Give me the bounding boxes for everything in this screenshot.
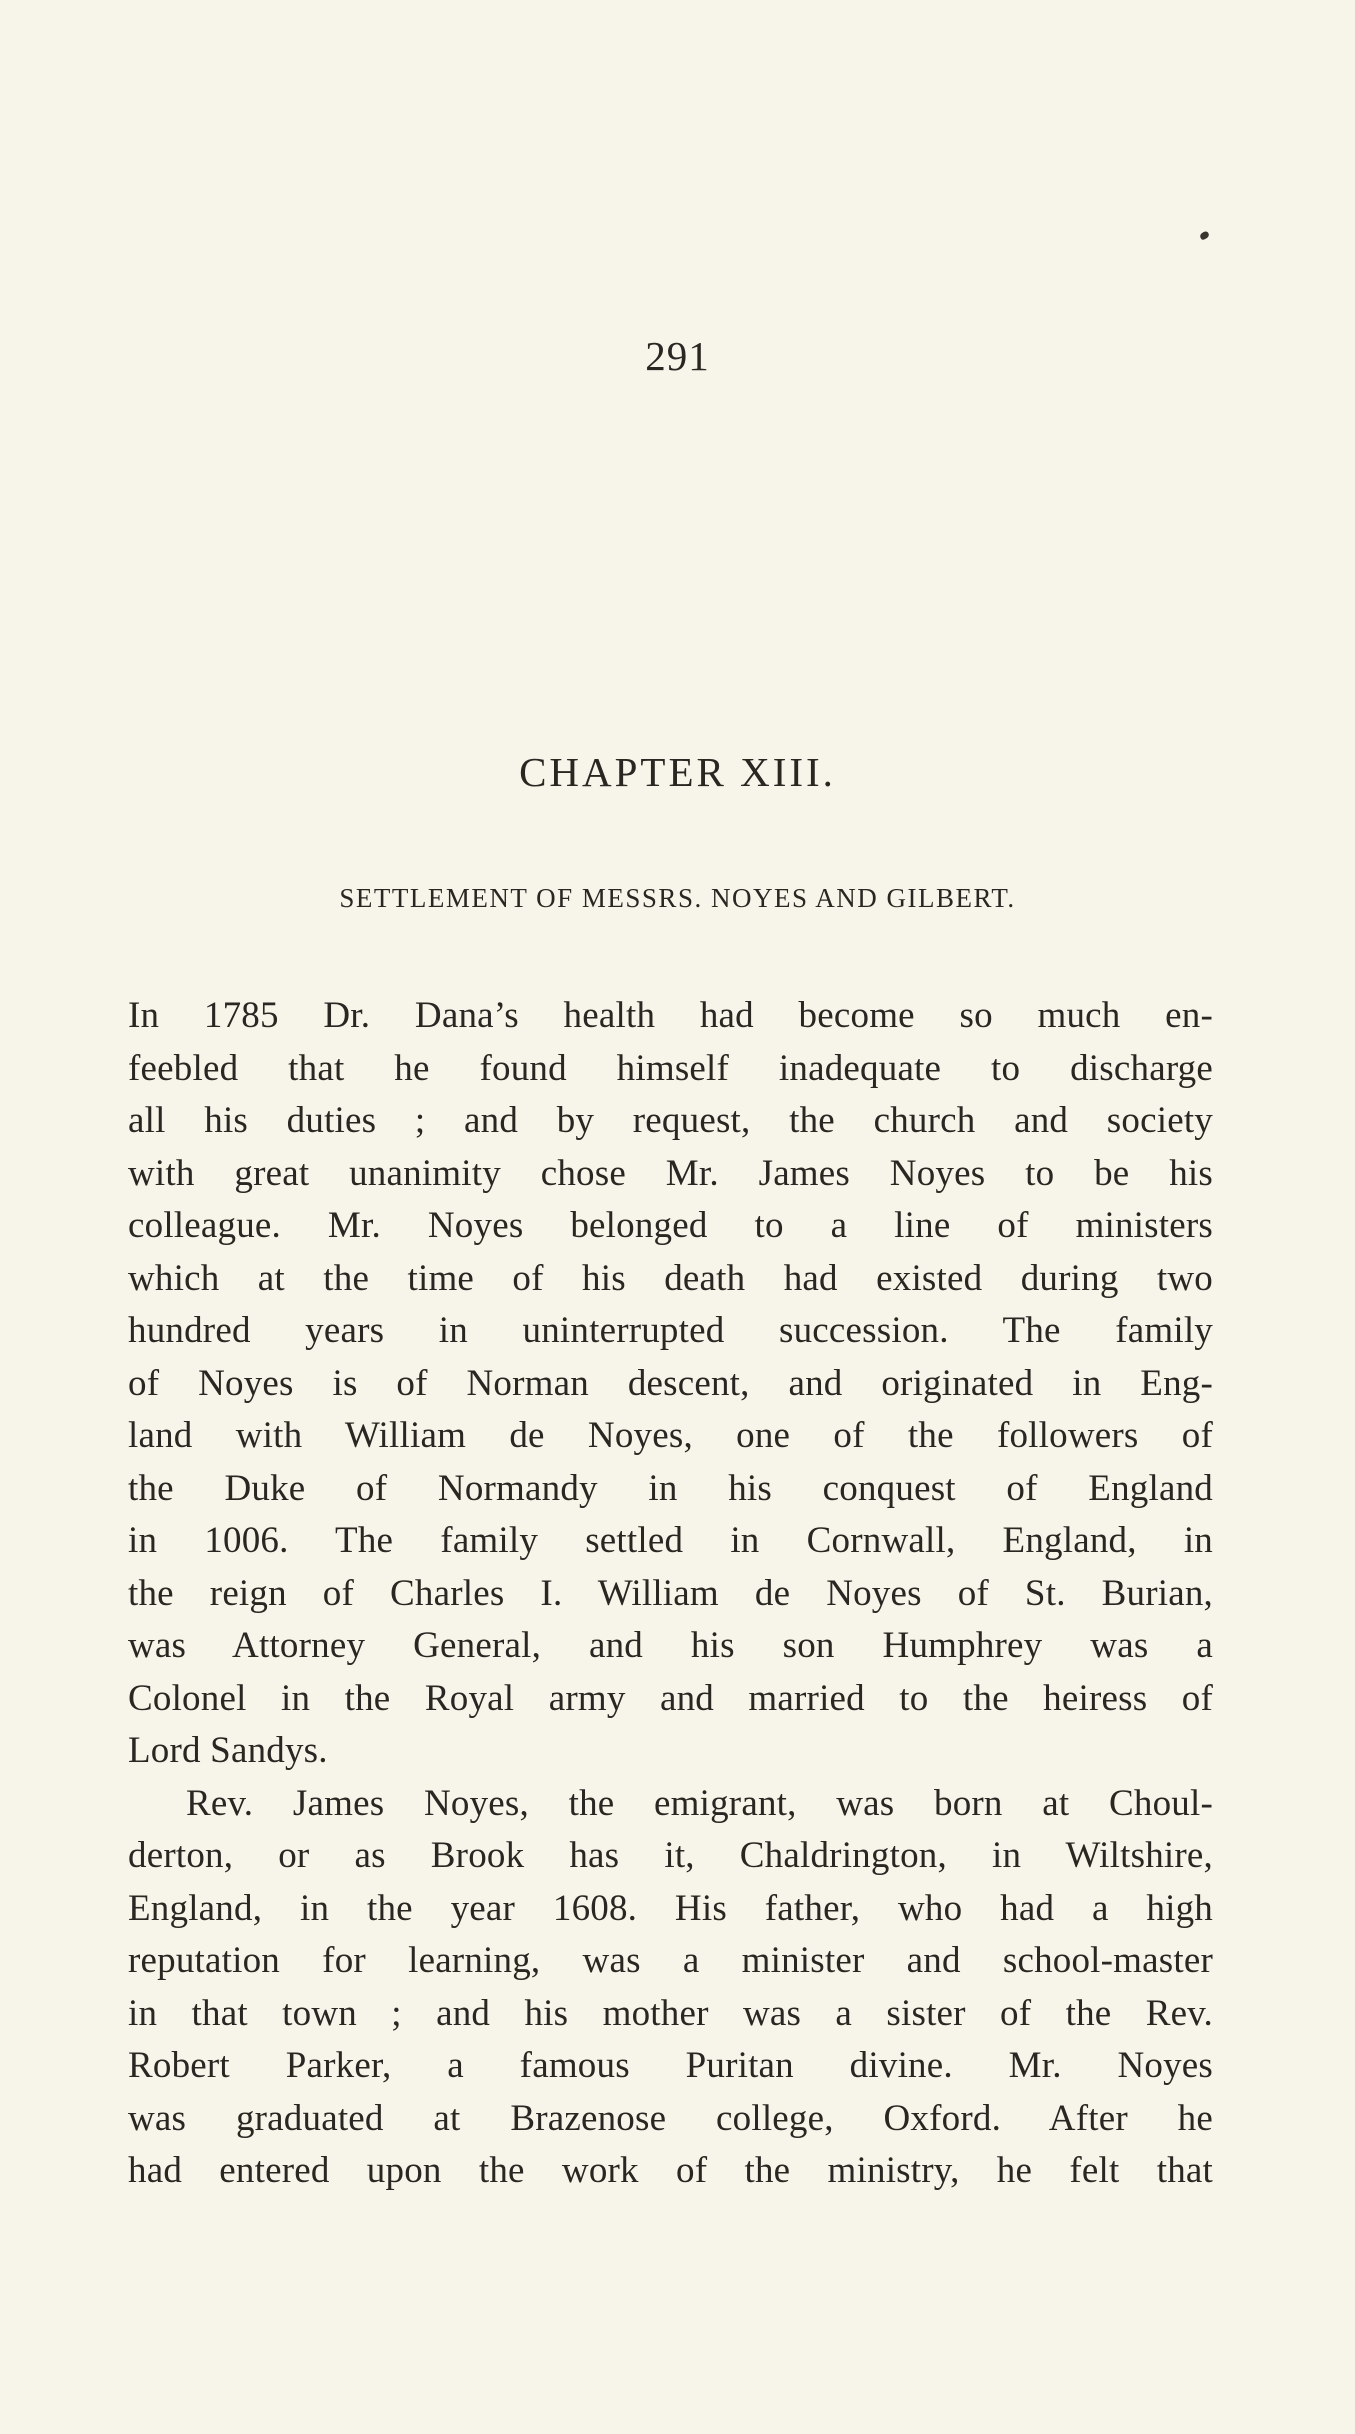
text-line: hundred years in uninterrupted succession. The family — [128, 1310, 1213, 1351]
text-line: the Duke of Normandy in his conquest of England — [128, 1467, 1213, 1509]
page-number: 291 — [645, 333, 710, 379]
text-line: In 1785 Dr. Dana’s health had become so much en- — [128, 995, 1213, 1036]
text-line: the reign of Charles I. William de Noyes of St. Burian, — [128, 1572, 1213, 1614]
text-line: land with William de Noyes, one of the followers of — [128, 1415, 1213, 1456]
text-line: reputation for learning, was a minister and school-master — [128, 1940, 1213, 1981]
ink-speck — [1199, 230, 1210, 240]
chapter-subtitle: SETTLEMENT OF MESSRS. NOYES AND GILBERT. — [339, 883, 1016, 913]
text-line: Lord Sandys. — [128, 1730, 328, 1771]
text-line: in that town ; and his mother was a sister of the Rev. — [128, 1992, 1213, 2034]
chapter-title: CHAPTER XIII. — [519, 749, 836, 795]
body-text — [128, 990, 1213, 2198]
text-line: which at the time of his death had existed during two — [128, 1257, 1213, 1299]
text-line: Robert Parker, a famous Puritan divine. Mr. Noyes — [128, 2045, 1213, 2086]
text-line: England, in the year 1608. His father, who had a high — [128, 1887, 1213, 1929]
text-line: feebled that he found himself inadequate to discharge — [128, 1047, 1213, 1089]
text-line: Colonel in the Royal army and married to the heiress of — [128, 1677, 1213, 1719]
text-line: was graduated at Brazenose college, Oxford. After he — [128, 2097, 1213, 2139]
text-line: derton, or as Brook has it, Chaldrington, in Wiltshire, — [128, 1835, 1213, 1876]
text-line: Rev. James Noyes, the emigrant, was born at Choul- — [186, 1782, 1213, 1824]
text-line: colleague. Mr. Noyes belonged to a line of ministers — [128, 1205, 1213, 1246]
text-line: all his duties ; and by request, the church and society — [128, 1100, 1213, 1141]
text-line: with great unanimity chose Mr. James Noyes to be his — [128, 1152, 1213, 1194]
text-line: in 1006. The family settled in Cornwall, England, in — [128, 1520, 1213, 1561]
text-line: had entered upon the work of the ministry, he felt that — [128, 2150, 1213, 2191]
text-line: of Noyes is of Norman descent, and originated in Eng- — [128, 1362, 1213, 1404]
text-line: was Attorney General, and his son Humphrey was a — [128, 1625, 1213, 1666]
